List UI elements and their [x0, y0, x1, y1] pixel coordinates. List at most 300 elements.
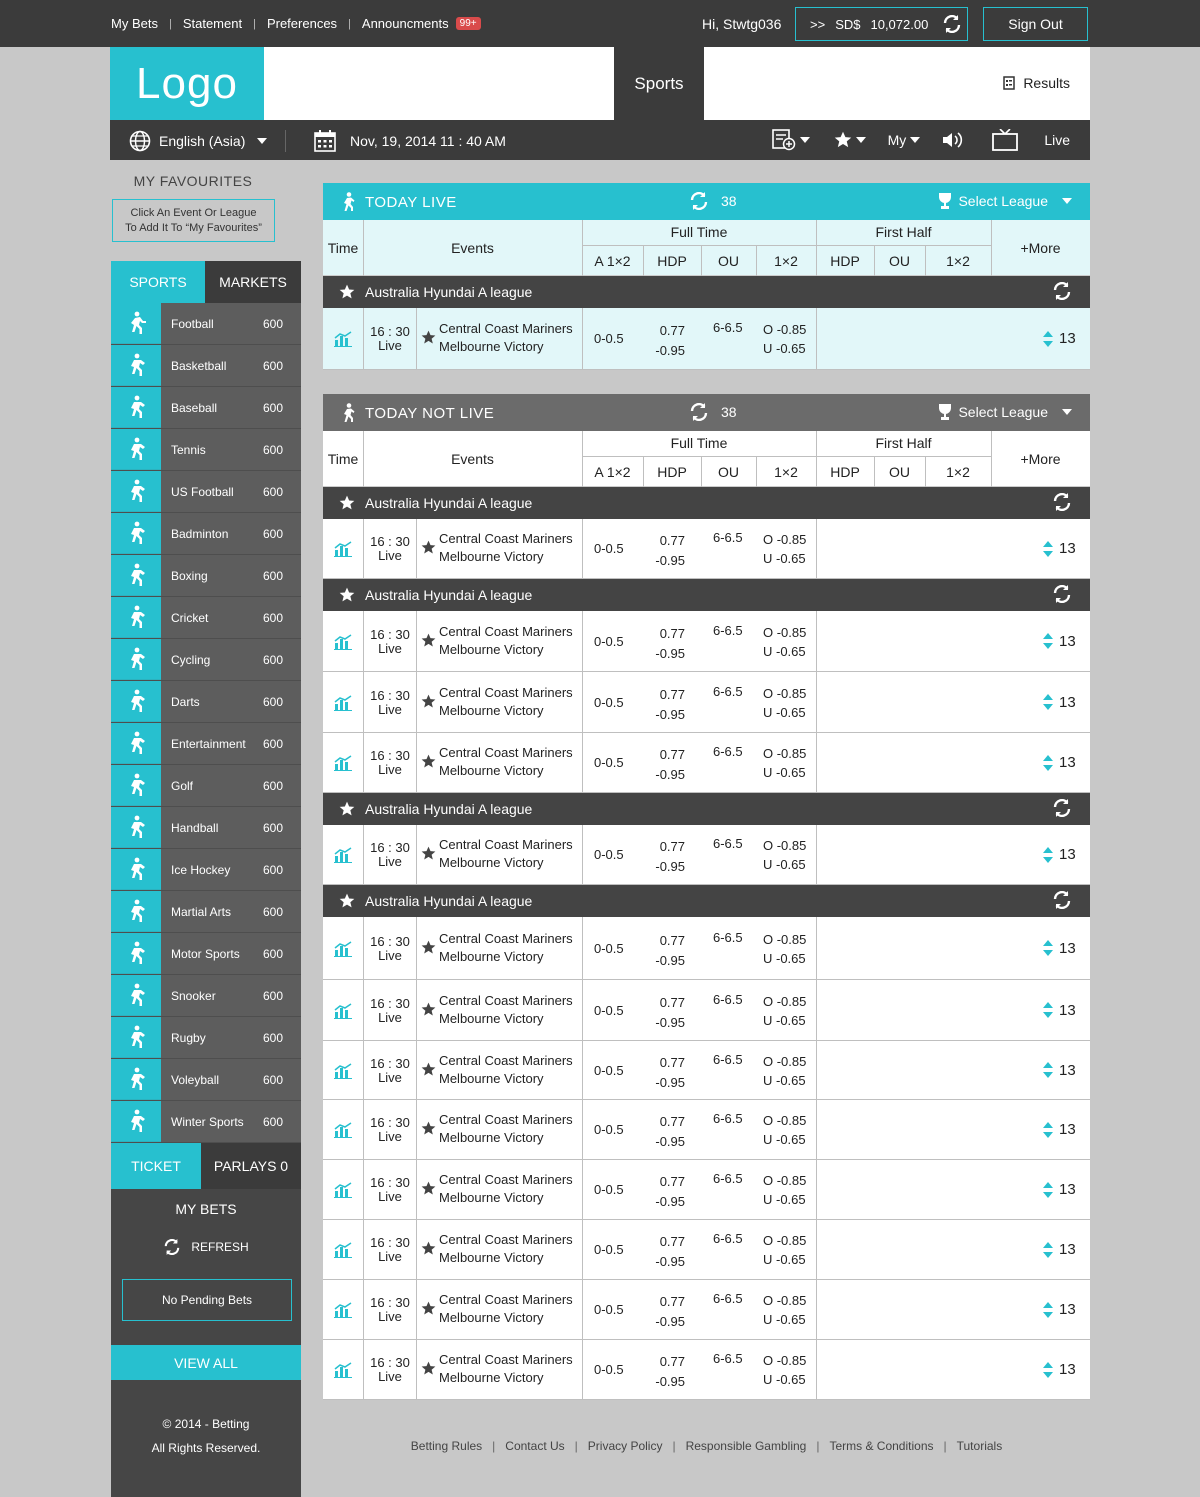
my-dropdown[interactable] [888, 132, 921, 148]
more-markets[interactable]: 13 [1043, 1002, 1076, 1019]
match-status: Live [378, 338, 402, 353]
col-more[interactable]: +More [1020, 240, 1061, 256]
match-row[interactable] [323, 1100, 1090, 1160]
odds-1x2[interactable]: O -0.85 U -0.65 [763, 838, 807, 872]
refresh-league-icon[interactable] [1052, 585, 1072, 603]
statement-link[interactable]: Statement [182, 16, 243, 31]
col-hdp: HDP [657, 253, 687, 269]
odds-hdp[interactable]: 0.77 -0.95 [655, 323, 685, 358]
odds-a1x2[interactable]: 0-0.5 [594, 1362, 624, 1377]
live-link[interactable]: Live [1044, 132, 1070, 148]
match-row[interactable] [323, 980, 1090, 1041]
nav-bar [110, 120, 1090, 160]
odds-hdp[interactable]: 0.77 -0.95 [655, 1234, 685, 1269]
odds-ou[interactable]: 6-6.5 [713, 320, 743, 335]
odds-a1x2[interactable]: 0-0.5 [594, 755, 624, 770]
add-favourite-star-icon[interactable] [421, 1181, 436, 1196]
match-row[interactable] [323, 519, 1090, 579]
header [110, 47, 1090, 120]
match-row[interactable] [323, 672, 1090, 733]
home-team: Central Coast Mariners [439, 745, 573, 760]
stats-icon[interactable] [334, 941, 352, 957]
match-teams[interactable] [439, 1171, 573, 1207]
odds-a1x2[interactable]: 0-0.5 [594, 1302, 624, 1317]
tab-ticket[interactable]: TICKET [111, 1143, 201, 1189]
odds-1x2[interactable]: O -0.85 U -0.65 [763, 746, 807, 780]
my-bets-link[interactable]: My Bets [111, 16, 158, 31]
col-hdp: HDP [657, 464, 687, 480]
odds-1x2[interactable]: O -0.85 U -0.65 [763, 931, 807, 966]
sign-out-button[interactable]: Sign Out [983, 7, 1088, 41]
away-team: Melbourne Victory [439, 855, 544, 870]
odds-1x2[interactable]: O -0.85 U -0.65 [763, 624, 807, 659]
sound-icon[interactable] [942, 131, 964, 149]
sport-count: 600 [262, 316, 283, 331]
refresh-league-icon[interactable] [1052, 891, 1072, 909]
sort-arrows-icon [1043, 541, 1053, 557]
refresh-button[interactable] [111, 1239, 301, 1255]
more-markets[interactable]: 13 [1043, 694, 1076, 711]
odds-hdp[interactable]: 0.77 -0.95 [655, 839, 685, 874]
add-favourite-star-icon[interactable] [421, 633, 436, 648]
refresh-icon[interactable] [689, 403, 709, 421]
odds-ou[interactable]: 6-6.5 [713, 991, 743, 1007]
refresh-balance-icon[interactable] [942, 15, 962, 33]
odds-ou[interactable]: 6-6.5 [713, 1171, 743, 1186]
match-teams[interactable] [439, 684, 573, 720]
odds-ou[interactable]: 6-6.5 [713, 683, 743, 699]
sidebar-item-golf[interactable] [111, 765, 301, 807]
balance-amount: 10,072.00 [870, 16, 929, 32]
sidebar-item-volleyball[interactable] [111, 1059, 301, 1101]
match-status: Live [378, 1189, 402, 1204]
favourites-dropdown[interactable] [834, 131, 866, 149]
col-more[interactable]: +More [1020, 451, 1061, 467]
match-teams[interactable] [439, 1231, 573, 1267]
more-markets[interactable]: 13 [1043, 1121, 1076, 1138]
odds-a1x2[interactable]: 0-0.5 [594, 1242, 624, 1257]
sort-arrows-icon [1043, 755, 1053, 771]
favourite-star-icon[interactable] [339, 284, 355, 300]
stats-icon[interactable] [334, 1122, 352, 1138]
odds-ou[interactable]: 6-6.5 [713, 836, 743, 851]
stats-icon[interactable] [334, 1182, 352, 1198]
sidebar-item-handball[interactable] [111, 807, 301, 849]
tab-sports[interactable]: SPORTS [111, 261, 205, 303]
add-favourite-star-icon[interactable] [421, 1301, 436, 1316]
add-favourite-star-icon[interactable] [421, 1002, 436, 1017]
sport-count: 600 [262, 1072, 283, 1087]
odds-a1x2[interactable]: 0-0.5 [594, 331, 624, 346]
sport-name: Ice Hockey [171, 862, 231, 877]
pending-bets-box: No Pending Bets [122, 1279, 292, 1321]
tv-icon[interactable] [992, 129, 1018, 151]
select-league-label: Select League [958, 193, 1048, 209]
odds-a1x2[interactable]: 0-0.5 [594, 847, 624, 862]
sport-name: Boxing [171, 568, 208, 583]
refresh-icon[interactable] [689, 192, 709, 210]
footer-link[interactable]: Responsible Gambling [685, 1439, 807, 1453]
league-name: Australia Hyundai A league [365, 893, 533, 909]
col-first-half: First Half [875, 435, 932, 451]
odds-1x2[interactable]: O -0.85 U -0.65 [763, 1053, 807, 1088]
column-header [323, 220, 1090, 276]
sidebar-item-winter-sports[interactable] [111, 1101, 301, 1143]
stats-icon[interactable] [334, 1063, 352, 1079]
match-row[interactable] [323, 825, 1090, 885]
event-count: 38 [721, 193, 737, 209]
col-events: Events [451, 451, 494, 467]
footer-link[interactable]: Betting Rules [410, 1439, 483, 1453]
announcements-link[interactable]: Announcments [361, 16, 449, 31]
add-favourite-star-icon[interactable] [421, 1121, 436, 1136]
col-first-half: First Half [875, 224, 932, 240]
sidebar-item-motor-sports[interactable] [111, 933, 301, 975]
sport-count: 600 [262, 568, 283, 583]
footer-link[interactable]: Tutorials [956, 1439, 1003, 1453]
odds-ou[interactable]: 6-6.5 [713, 1231, 743, 1246]
odds-ou[interactable]: 6-6.5 [713, 1051, 743, 1067]
match-status: Live [378, 762, 402, 777]
odds-ou[interactable]: 6-6.5 [713, 1111, 743, 1126]
home-team: Central Coast Mariners [439, 1052, 573, 1068]
match-status: Live [378, 947, 402, 963]
favourites-title: MY FAVOURITES [133, 173, 253, 189]
sidebar-item-tennis[interactable] [111, 429, 301, 471]
col-full-time: Full Time [670, 224, 728, 240]
match-row[interactable] [323, 1340, 1090, 1400]
winter-sports-icon [123, 1108, 149, 1134]
today-live-panel [323, 183, 1090, 370]
odds-ou[interactable]: 6-6.5 [713, 744, 743, 759]
favourite-star-icon[interactable] [339, 587, 355, 603]
odds-1x2[interactable]: O -0.85 U -0.65 [763, 322, 807, 356]
col-full-time: Full Time [670, 435, 728, 451]
language-label: English (Asia) [159, 133, 246, 149]
sidebar-item-basketball[interactable] [111, 345, 301, 387]
odds-a1x2[interactable]: 0-0.5 [594, 1062, 624, 1078]
more-markets[interactable]: 13 [1043, 330, 1076, 347]
odds-1x2[interactable]: O -0.85 U -0.65 [763, 1353, 807, 1387]
col-fh-1x2: 1×2 [946, 253, 970, 269]
odds-a1x2[interactable]: 0-0.5 [594, 541, 624, 556]
match-teams[interactable] [439, 930, 573, 966]
add-favourite-star-icon[interactable] [421, 540, 436, 555]
sports-tab[interactable]: Sports [614, 47, 704, 120]
motor-sports-icon [123, 940, 149, 966]
sidebar-item-cricket[interactable] [111, 597, 301, 639]
league-row[interactable] [323, 793, 1090, 825]
stats-icon[interactable] [334, 1242, 352, 1258]
odds-hdp[interactable]: 0.77 -0.95 [655, 1294, 685, 1329]
sidebar-item-ice-hockey[interactable] [111, 849, 301, 891]
away-team: Melbourne Victory [439, 1310, 544, 1325]
martial-arts-icon [123, 898, 149, 924]
odds-a1x2[interactable]: 0-0.5 [594, 1002, 624, 1018]
odds-1x2[interactable]: O -0.85 U -0.65 [763, 532, 807, 566]
darts-icon [123, 688, 149, 714]
add-favourite-star-icon[interactable] [421, 330, 436, 345]
boxing-icon [123, 562, 149, 588]
footer-link[interactable]: Terms & Conditions [829, 1439, 934, 1453]
footer: Betting Rules | Contact Us | Privacy Policy | Responsible Gambling | Terms & Conditions | Tutorials [410, 1439, 1003, 1453]
league-row[interactable] [323, 579, 1090, 611]
more-markets[interactable]: 13 [1043, 1361, 1076, 1378]
sidebar-item-darts[interactable] [111, 681, 301, 723]
runner-icon [340, 403, 356, 423]
panel-title: TODAY LIVE [365, 194, 457, 211]
match-time: 16 : 30 Live [363, 628, 417, 656]
league-name: Australia Hyundai A league [365, 495, 533, 511]
odds-a1x2[interactable]: 0-0.5 [594, 633, 624, 649]
results-link[interactable] [1003, 75, 1070, 91]
add-favourite-star-icon[interactable] [421, 1062, 436, 1077]
match-teams[interactable] [439, 1052, 573, 1088]
sport-name: Winter Sports [171, 1114, 244, 1129]
match-status: Live [378, 701, 402, 717]
sidebar-item-martial-arts[interactable] [111, 891, 301, 933]
match-time: 16 : 30 Live [363, 997, 417, 1025]
stats-icon[interactable] [334, 1362, 352, 1378]
match-teams[interactable] [439, 992, 573, 1028]
sidebar-item-rugby[interactable] [111, 1017, 301, 1059]
match-row[interactable] [323, 308, 1090, 370]
match-time: 16 : 30 Live [363, 1356, 417, 1384]
stats-icon[interactable] [334, 755, 352, 771]
sidebar [111, 261, 301, 1497]
sort-arrows-icon [1043, 1002, 1053, 1018]
sidebar-item-cycling[interactable] [111, 639, 301, 681]
match-status: Live [378, 1009, 402, 1025]
more-markets[interactable]: 13 [1043, 633, 1076, 650]
odds-ou[interactable]: 6-6.5 [713, 530, 743, 545]
odds-a1x2[interactable]: 0-0.5 [594, 1122, 624, 1137]
sport-count: 600 [262, 526, 283, 541]
baseball-icon [123, 394, 149, 420]
favourite-star-icon[interactable] [339, 893, 355, 909]
sport-name: Rugby [171, 1030, 206, 1045]
odds-1x2[interactable]: O -0.85 U -0.65 [763, 685, 807, 720]
odds-hdp[interactable]: 0.77 -0.95 [655, 1054, 685, 1090]
col-events: Events [451, 240, 494, 256]
stats-icon[interactable] [334, 1003, 352, 1019]
refresh-count[interactable] [689, 403, 737, 421]
more-markets[interactable]: 13 [1043, 1241, 1076, 1258]
stats-icon[interactable] [334, 1302, 352, 1318]
sport-name: Darts [171, 694, 200, 709]
sport-count: 600 [262, 358, 283, 373]
match-status: Live [378, 1069, 402, 1085]
rugby-icon [123, 1024, 149, 1050]
more-markets[interactable]: 13 [1043, 1181, 1076, 1198]
footer-link[interactable]: Privacy Policy [587, 1439, 663, 1453]
league-name: Australia Hyundai A league [365, 587, 533, 603]
sidebar-item-boxing[interactable] [111, 555, 301, 597]
add-list-icon [772, 129, 796, 151]
stats-icon[interactable] [334, 331, 352, 347]
odds-hdp[interactable]: 0.77 -0.95 [655, 994, 685, 1030]
home-team: Central Coast Mariners [439, 1232, 573, 1247]
odds-hdp[interactable]: 0.77 -0.95 [655, 932, 685, 968]
home-team: Central Coast Mariners [439, 1292, 573, 1307]
odds-hdp[interactable]: 0.77 -0.95 [655, 1114, 685, 1149]
more-markets[interactable]: 13 [1043, 1062, 1076, 1079]
footer-link[interactable]: Contact Us [505, 1439, 565, 1453]
odds-ou[interactable]: 6-6.5 [713, 1351, 743, 1366]
sidebar-item-badminton[interactable] [111, 513, 301, 555]
sport-name: Motor Sports [171, 946, 240, 961]
stats-icon[interactable] [334, 541, 352, 557]
football-icon [123, 310, 149, 336]
select-league-dropdown[interactable] [938, 403, 1072, 421]
odds-ou[interactable]: 6-6.5 [713, 622, 743, 638]
copyright-line1: © 2014 - Betting [162, 1417, 250, 1431]
stats-icon[interactable] [334, 695, 352, 711]
sidebar-item-entertainment[interactable] [111, 723, 301, 765]
add-favourite-star-icon[interactable] [421, 940, 436, 955]
language-selector[interactable] [129, 130, 267, 152]
match-teams[interactable] [439, 744, 573, 780]
odds-1x2[interactable]: O -0.85 U -0.65 [763, 1233, 807, 1267]
odds-hdp[interactable]: 0.77 -0.95 [655, 747, 685, 782]
odds-a1x2[interactable]: 0-0.5 [594, 940, 624, 956]
match-teams[interactable] [439, 1291, 573, 1327]
results-label: Results [1023, 75, 1070, 91]
league-row[interactable] [323, 276, 1090, 308]
select-league-dropdown[interactable] [938, 192, 1072, 210]
match-time: 16 : 30 Live [363, 749, 417, 777]
chevron-down-icon [800, 137, 810, 143]
sport-name: Cycling [171, 652, 211, 667]
match-row[interactable] [323, 611, 1090, 672]
more-markets[interactable]: 13 [1043, 940, 1076, 957]
odds-ou[interactable]: 6-6.5 [713, 1291, 743, 1306]
match-status: Live [378, 854, 402, 869]
sidebar-item-baseball[interactable] [111, 387, 301, 429]
sport-name: Basketball [171, 358, 227, 373]
match-teams[interactable] [439, 1351, 573, 1387]
match-row[interactable] [323, 1220, 1090, 1280]
trophy-icon [938, 192, 952, 210]
odds-1x2[interactable]: O -0.85 U -0.65 [763, 1173, 807, 1207]
balance-box[interactable] [795, 7, 968, 41]
match-row[interactable] [323, 1280, 1090, 1340]
odds-hdp[interactable]: 0.77 -0.95 [655, 533, 685, 568]
sport-name: Golf [171, 778, 194, 793]
match-teams[interactable] [439, 623, 573, 659]
odds-hdp[interactable]: 0.77 -0.95 [655, 686, 685, 722]
chevron-down-icon [1062, 409, 1072, 415]
match-row[interactable] [323, 917, 1090, 980]
match-row[interactable] [323, 1041, 1090, 1100]
more-markets[interactable]: 13 [1043, 846, 1076, 863]
sidebar-item-football[interactable] [111, 303, 301, 345]
favourite-star-icon[interactable] [339, 801, 355, 817]
calendar-icon [314, 130, 336, 152]
stats-icon[interactable] [334, 847, 352, 863]
away-team: Melbourne Victory [439, 702, 544, 718]
sport-count: 600 [262, 988, 283, 1003]
favourites-hint-line2: To Add It To “My Favourites” [125, 221, 262, 234]
favourite-star-icon[interactable] [339, 495, 355, 511]
odds-a1x2[interactable]: 0-0.5 [594, 1182, 624, 1197]
add-favourite-star-icon[interactable] [421, 1361, 436, 1376]
away-team: Melbourne Victory [439, 1250, 544, 1265]
match-teams[interactable] [439, 836, 573, 872]
refresh-league-icon[interactable] [1052, 799, 1072, 817]
add-bet-dropdown[interactable] [772, 129, 810, 151]
sort-arrows-icon [1043, 331, 1053, 347]
match-teams[interactable] [439, 1111, 573, 1147]
odds-a1x2[interactable]: 0-0.5 [594, 694, 624, 710]
home-team: Central Coast Mariners [439, 531, 573, 546]
ice-hockey-icon [123, 856, 149, 882]
sport-list [111, 303, 301, 1143]
column-header [323, 431, 1090, 487]
more-markets[interactable]: 13 [1043, 1301, 1076, 1318]
add-favourite-star-icon[interactable] [421, 694, 436, 709]
more-markets[interactable]: 13 [1043, 540, 1076, 557]
add-favourite-star-icon[interactable] [421, 1241, 436, 1256]
away-team: Melbourne Victory [439, 339, 544, 354]
add-favourite-star-icon[interactable] [421, 754, 436, 769]
logo[interactable]: Logo [110, 47, 264, 120]
match-row[interactable] [323, 1160, 1090, 1220]
odds-1x2[interactable]: O -0.85 U -0.65 [763, 993, 807, 1028]
chevron-down-icon [910, 137, 920, 143]
odds-hdp[interactable]: 0.77 -0.95 [655, 1174, 685, 1209]
match-time: 16 : 30 Live [363, 1236, 417, 1264]
odds-hdp[interactable]: 0.77 -0.95 [655, 625, 685, 661]
col-fh-hdp: HDP [830, 464, 860, 480]
league-row[interactable] [323, 885, 1090, 917]
refresh-league-icon[interactable] [1052, 282, 1072, 300]
preferences-link[interactable]: Preferences [266, 16, 338, 31]
sport-name: Badminton [171, 526, 229, 541]
odds-ou[interactable]: 6-6.5 [713, 929, 743, 945]
league-name: Australia Hyundai A league [365, 801, 533, 817]
select-league-label: Select League [958, 404, 1048, 420]
view-all-button[interactable]: VIEW ALL [111, 1345, 301, 1380]
col-ou: OU [718, 253, 739, 269]
tab-parlays[interactable]: PARLAYS 0 [201, 1143, 301, 1189]
odds-hdp[interactable]: 0.77 -0.95 [655, 1354, 685, 1389]
match-teams[interactable] [439, 320, 573, 356]
match-status: Live [378, 1369, 402, 1384]
trophy-icon [938, 403, 952, 421]
us-football-icon [123, 478, 149, 504]
stats-icon[interactable] [334, 634, 352, 650]
odds-1x2[interactable]: O -0.85 U -0.65 [763, 1293, 807, 1327]
refresh-count[interactable] [689, 192, 737, 210]
refresh-league-icon[interactable] [1052, 493, 1072, 511]
match-time: 16 : 30 Live [363, 325, 417, 353]
league-row[interactable] [323, 487, 1090, 519]
add-favourite-star-icon[interactable] [421, 846, 436, 861]
match-row[interactable] [323, 733, 1090, 793]
sidebar-item-us-football[interactable] [111, 471, 301, 513]
more-markets[interactable]: 13 [1043, 754, 1076, 771]
sport-name: Baseball [171, 400, 218, 415]
home-team: Central Coast Mariners [439, 684, 573, 700]
badminton-icon [123, 520, 149, 546]
sort-arrows-icon [1043, 1182, 1053, 1198]
match-teams[interactable] [439, 530, 573, 566]
tab-markets[interactable]: MARKETS [205, 261, 301, 303]
sidebar-item-snooker[interactable] [111, 975, 301, 1017]
sport-count: 600 [262, 400, 283, 415]
odds-1x2[interactable]: O -0.85 U -0.65 [763, 1113, 807, 1147]
